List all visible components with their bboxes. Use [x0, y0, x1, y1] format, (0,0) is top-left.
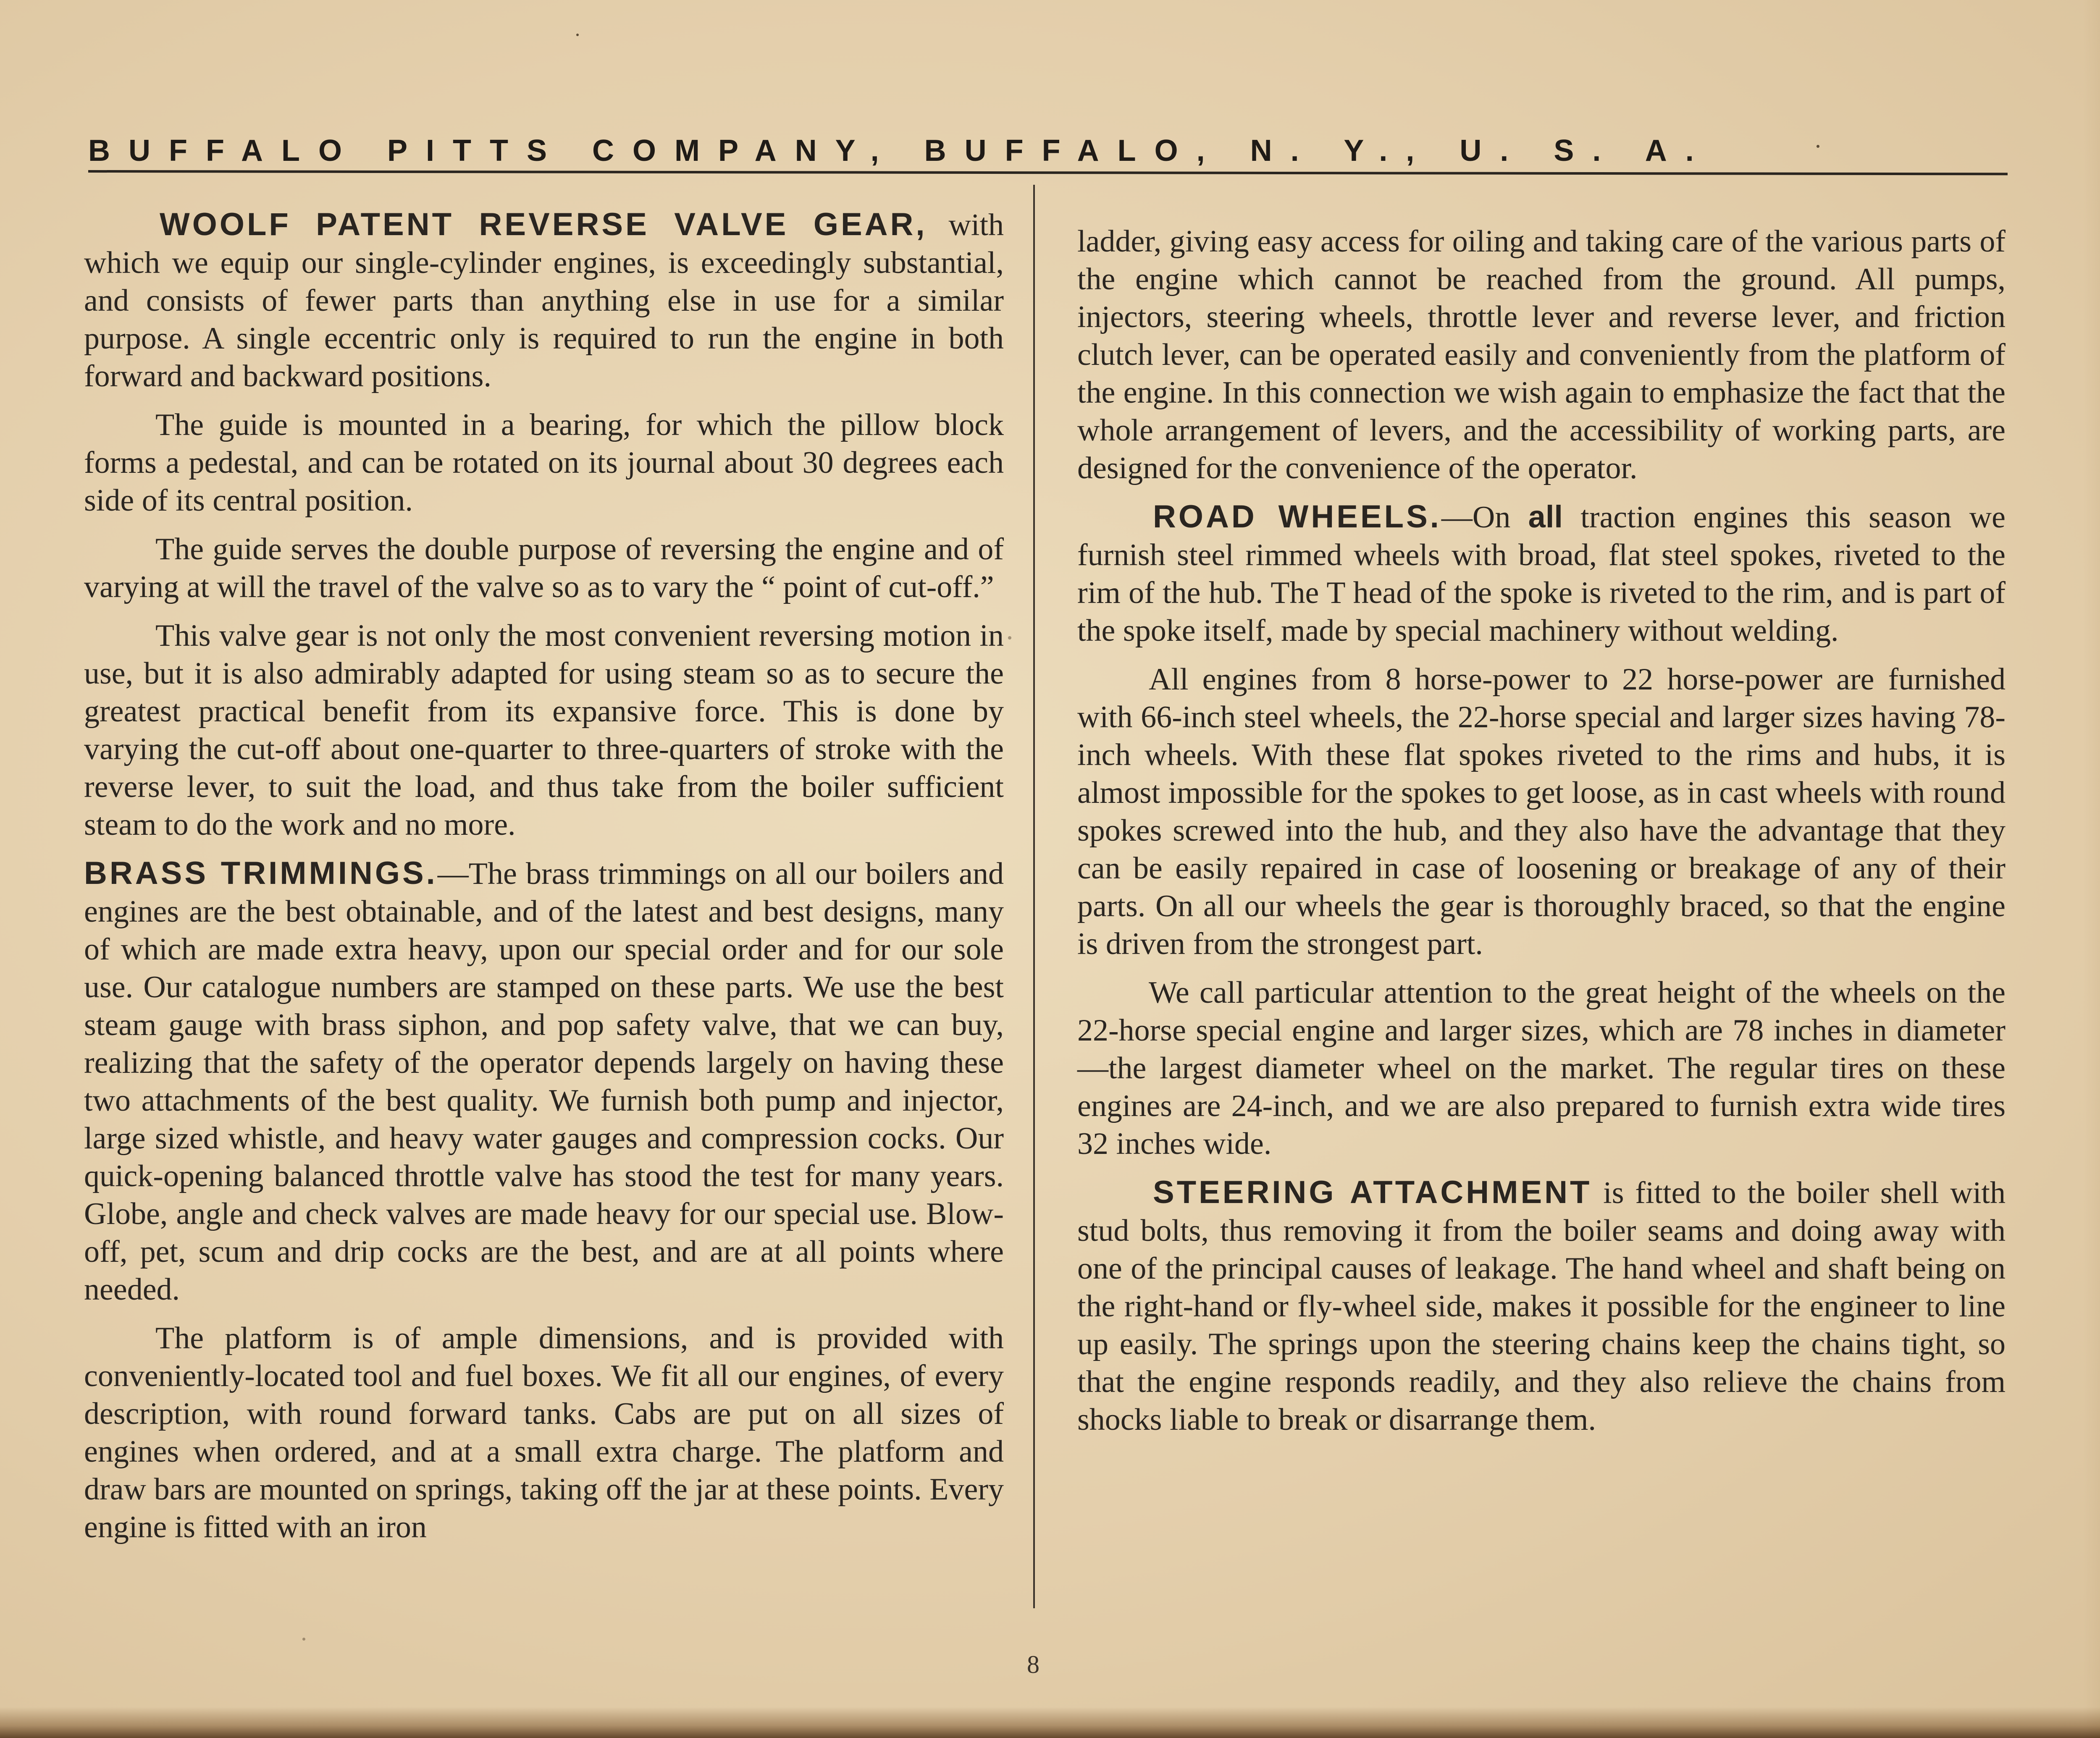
emphasis-word: all [1528, 499, 1563, 534]
paragraph-text: —On [1441, 500, 1528, 535]
section-heading-valve-gear: WOOLF PATENT REVERSE VALVE GEAR, [160, 207, 927, 242]
paragraph-reversing-motion: This valve gear is not only the most convenient reversing motion in use, but it is also admirably adapted for using steam so as to secure the greatest practical benefit from its expansive force. This is done by varying the cut-off about one-quarter to three-quarters of stroke with the reverse lever, to suit the load, and thus take from the boiler sufficient steam to do the work and no more. [84, 619, 1004, 842]
paragraph-guide-bearing: The guide is mounted in a bearing, for which the pillow block forms a pedestal, and can be rotated on its journal about 30 degrees each side of its central position. [84, 408, 1004, 518]
paper-speck [1008, 636, 1011, 640]
paragraph-text: —The brass trimmings on all our boilers and engines are the best obtainable, and of the latest and best designs, many of which are made extra heavy, upon our special order and for our sole use. Our catalogue numbers are stamped on these parts. We use the best steam gauge with brass siphon, and pop safety valve, that we can buy, realizing that the safety of the operator depends largely on having these two attachments of the best quality. We furnish both pump and injector, large sized whistle, and heavy water gauges and compression cocks. Our quick-opening balanced throttle valve has stood the test for many years. Globe, angle and check valves are made heavy for our special use. Blow-off, pet, scum and drip cocks are the best, and are at all points where needed. [84, 857, 1004, 1307]
paragraph-steering [1077, 1174, 2006, 1439]
page-edge-shadow-bottom [0, 1707, 2100, 1738]
section-heading-steering: STEERING ATTACHMENT [1153, 1174, 1592, 1210]
section-heading-brass-trimmings: BRASS TRIMMINGS. [84, 855, 438, 891]
paragraph-wheel-sizes: All engines from 8 horse-power to 22 horse-power are furnished with 66-inch steel wheels, the 22-horse special and larger sizes having 78-inch wheels. With these flat spokes riveted to the rims and hubs, it is almost impossible for the spokes to get loose, as in cast wheels with round spokes screwed into the hub, and they also have the advantage that they can be easily repaired in case of loosening or breakage of any of their parts. On all our wheels the gear is thoroughly braced, so that the engine is driven from the strongest part. [1077, 662, 2006, 961]
paragraph-guide-purpose: The guide serves the double purpose of reversing the engine and of varying at will the travel of the valve so as to vary the “ point of cut-off.” [84, 532, 1004, 604]
left-column [84, 206, 1004, 1557]
paragraph-ladder: ladder, giving easy access for oiling and taking care of the various parts of the engine which cannot be reached from the ground. All pumps, injectors, steering wheels, throttle lever and reverse lever, and friction clutch lever, can be operated easily and conveniently from the platform of the engine. In this connection we wish again to emphasize the fact that the whole arrangement of levers, and the accessibility of working parts, are designed for the convenience of the operator. [1077, 224, 2006, 485]
paragraph-brass-trimmings [84, 855, 1004, 1308]
paragraph-road-wheels [1077, 498, 2006, 650]
running-header: BUFFALO PITTS COMPANY, BUFFALO, N. Y., U. S. A. [88, 134, 1712, 168]
paragraph-text: traction engines this season we furnish steel rimmed wheels with broad, flat steel spokes, riveted to the rim of the hub. The T head of the spoke is riveted to the rim, and is part of the spoke itself, made by special machinery without welding. [1077, 500, 2006, 648]
paper-speck [576, 34, 579, 36]
paragraph-wheel-height: We call particular attention to the great height of the wheels on the 22-horse special engine and larger sizes, which are 78 inches in diameter—the largest diameter wheel on the market. The regular tires on these engines are 24-inch, and we are also prepared to furnish extra wide tires 32 inches wide. [1077, 975, 2006, 1161]
right-column [1077, 223, 2006, 1450]
paragraph-text: is fitted to the boiler shell with stud bolts, thus removing it from the boiler seams and doing away with one of the principal causes of leakage. The hand wheel and shaft being on the right-hand or fly-wheel side, makes it possible for the engineer to line up easily. The springs upon the steering chains keep the chains tight, so that the engine responds readily, and they also relieve the chains from shocks liable to break or disarrange them. [1077, 1176, 2006, 1437]
paragraph-text: with which we equip our single-cylinder engines, is exceedingly substantial, and consists of fewer parts than anything else in use for a similar purpose. A single eccentric only is required to run the engine in both forward and backward positions. [84, 208, 1004, 393]
paper-speck [302, 1638, 305, 1641]
column-divider [1033, 185, 1035, 1608]
paragraph-valve-gear [84, 206, 1004, 395]
page-edge-shadow-right [2083, 0, 2100, 1738]
page-number: 8 [1027, 1651, 1040, 1678]
paragraph-platform: The platform is of ample dimensions, and is provided with conveniently-located tool and fuel boxes. We fit all our engines, of every description, with round forward tanks. Cabs are put on all sizes of engines when ordered, and at a small extra charge. The platform and draw bars are mounted on springs, taking off the jar at these points. Every engine is fitted with an iron [84, 1321, 1004, 1544]
section-heading-road-wheels: ROAD WHEELS. [1153, 499, 1441, 535]
